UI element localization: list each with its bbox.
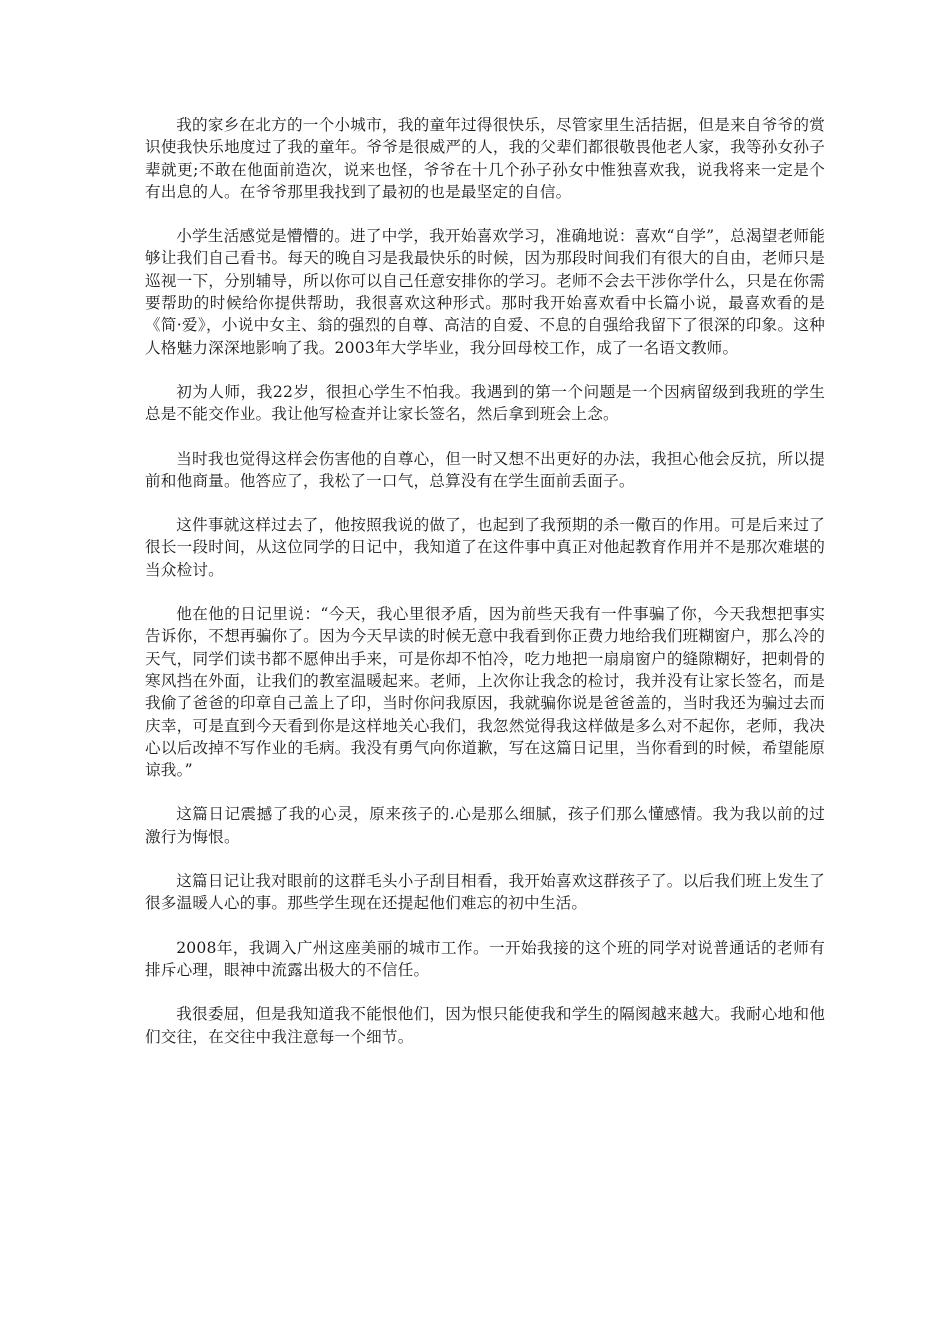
paragraph-aftermath: 这件事就这样过去了，他按照我说的做了，也起到了我预期的杀一儆百的作用。可是后来过了很长一段时间，从这位同学的日记中，我知道了在这件事中真正对他起教育作用并不是那次难堪的当众检讨。 — [145, 516, 825, 579]
paragraph-patience: 我很委屈，但是我知道我不能恨他们，因为恨只能使我和学生的隔阂越来越大。我耐心地和他们交往，在交往中我注意每一个细节。 — [145, 1005, 825, 1046]
paragraph-guangzhou: 2008年，我调入广州这座美丽的城市工作。一开始我接的这个班的同学对说普通话的老师有排斥心理，眼神中流露出极大的不信任。 — [145, 938, 825, 979]
paragraph-new-view: 这篇日记让我对眼前的这群毛头小子刮目相看，我开始喜欢这群孩子了。以后我们班上发生了很多温暖人心的事。那些学生现在还提起他们难忘的初中生活。 — [145, 872, 825, 913]
paragraph-diary: 他在他的日记里说：“今天，我心里很矛盾，因为前些天我有一件事骗了你，今天我想把事实告诉你，不想再骗你了。因为今天早读的时候无意中我看到你正费力地给我们班糊窗户，那么冷的天气，同学们读书都不愿伸出手来，可是你却不怕冷，吃力地把一扇扇窗户的缝隙糊好，把刺骨的寒风挡在外面，让我们的教室温暖起来。老师，上次你让我念的检讨，我并没有让家长签名，而是我偷了爸爸的印章自己盖上了印，当时你问我原因，我就骗你说是爸爸盖的，当时我还为骗过去而庆幸，可是直到今天看到你是这样地关心我们，我忽然觉得我这样做是多么对不起你，老师，我决心以后改掉不写作业的毛病。我没有勇气向你道歉，写在这篇日记里，当你看到的时候，希望能原谅我。” — [145, 605, 825, 780]
paragraph-school-life: 小学生活感觉是懵懵的。进了中学，我开始喜欢学习，准确地说：喜欢“自学”，总渴望老师能够让我们自己看书。每天的晚自习是我最快乐的时候，因为那段时间我们有很大的自由，老师只是巡视一下，分别辅导，所以你可以自己任意安排你的学习。老师不会去干涉你学什么，只是在你需要帮助的时候给你提供帮助，我很喜欢这种形式。那时我开始喜欢看中长篇小说，最喜欢看的是《简·爱》，小说中女主、翁的强烈的自尊、高洁的自爱、不息的自强给我留下了很深的印象。这种人格魅力深深地影响了我。2003年大学毕业，我分回母校工作，成了一名语文教师。 — [145, 227, 825, 357]
paragraph-new-teacher: 初为人师，我22岁，很担心学生不怕我。我遇到的第一个问题是一个因病留级到我班的学生总是不能交作业。我让他写检查并让家长签名，然后拿到班会上念。 — [145, 382, 825, 424]
paragraph-reflection: 这篇日记震撼了我的心灵，原来孩子的.心是那么细腻，孩子们那么懂感情。我为我以前的过激行为悔恨。 — [145, 805, 825, 846]
paragraph-hometown: 我的家乡在北方的一个小城市，我的童年过得很快乐，尽管家里生活拮据，但是来自爷爷的赏识使我快乐地度过了我的童年。爷爷是很威严的人，我的父辈们都很敬畏他老人家，我等孙女孙子辈就更;不敢在他面前造次，说来也怪，爷爷在十几个孙子孙女中惟独喜欢我，说我将来一定是个有出息的人。在爷爷那里我找到了最初的也是最坚定的自信。 — [145, 116, 825, 201]
document-body — [145, 114, 825, 1070]
paragraph-self-esteem: 当时我也觉得这样会伤害他的自尊心，但一时又想不出更好的办法，我担心他会反抗，所以提前和他商量。他答应了，我松了一口气，总算没有在学生面前丢面子。 — [145, 449, 825, 490]
